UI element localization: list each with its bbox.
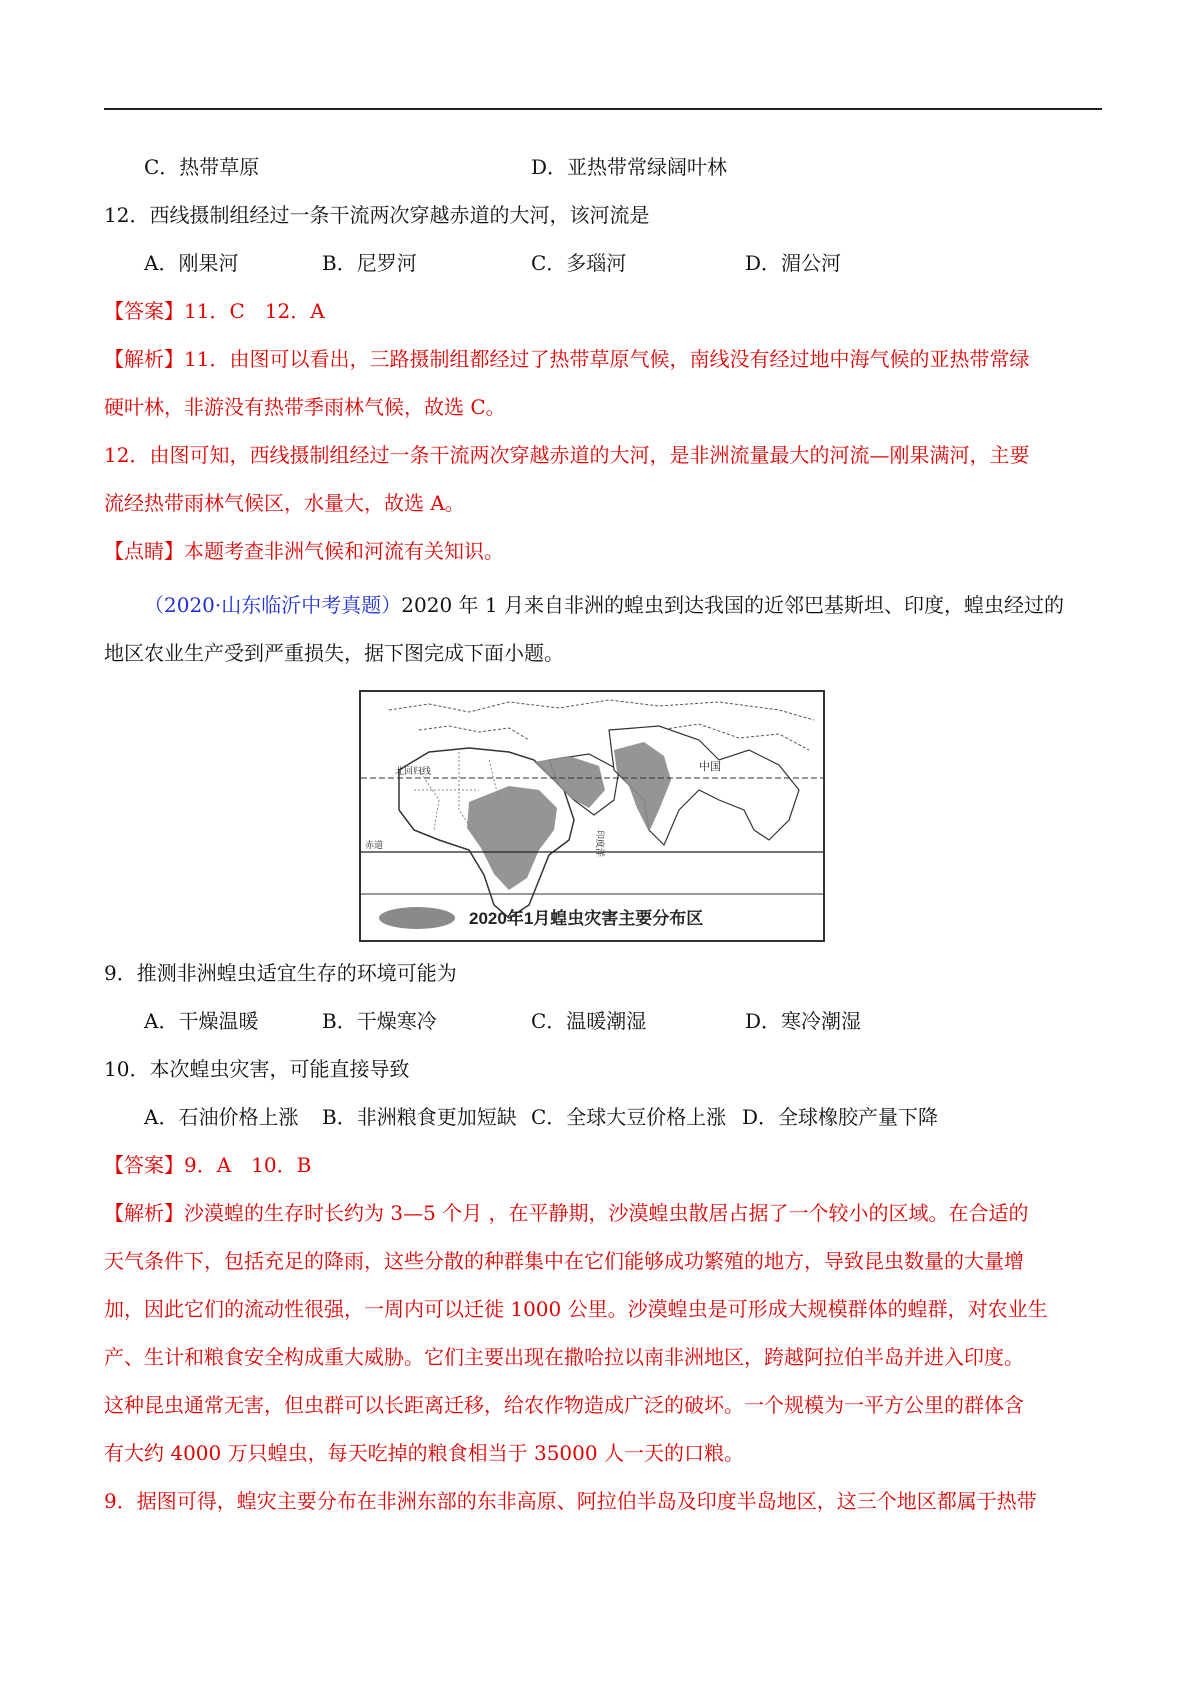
answer-block-1 <box>104 296 325 326</box>
q11-option-c: C．热带草原 <box>144 155 260 179</box>
source-tag: （2020·山东临沂中考真题） <box>144 593 402 617</box>
analysis-2-text-1: 沙漠蝗的生存时长约为 3—5 个月 ，在平静期，沙漠蝗虫散居占据了一个较小的区域。在合适的 <box>184 1201 1029 1225</box>
locust-map <box>359 690 825 942</box>
tip-tag: 【点睛】 <box>104 539 184 563</box>
answer-tag: 【答案】 <box>104 1153 184 1177</box>
analysis-1-line-4: 流经热带雨林气候区，水量大，故选 A。 <box>104 491 465 515</box>
q11-option-d: D．亚热带常绿阔叶林 <box>531 155 728 179</box>
label-equator: 赤道 <box>365 840 384 850</box>
q9-option-c: C．温暖潮湿 <box>531 1009 647 1033</box>
analysis-2-line-7: 9．据图可得，蝗灾主要分布在非洲东部的东非高原、阿拉伯半岛及印度半岛地区，这三个地区都属于热带 <box>104 1489 1037 1513</box>
q9-option-a: A．干燥温暖 <box>144 1009 259 1033</box>
answer-tag: 【答案】 <box>104 299 184 323</box>
intro-line-1 <box>144 590 1064 620</box>
intro-line-2: 地区农业生产受到严重损失，据下图完成下面小题。 <box>104 641 564 665</box>
analysis-2-line-3: 加，因此它们的流动性很强，一周内可以迁徙 1000 公里。沙漠蝗虫是可形成大规模群体的蝗群，对农业生 <box>104 1297 1048 1321</box>
analysis-1-line-3: 12．由图可知，西线摄制组经过一条干流两次穿越赤道的大河，是非洲流量最大的河流—刚果满河，主要 <box>104 443 1030 467</box>
q10-option-b: B．非洲粮食更加短缺 <box>322 1105 517 1129</box>
map-legend-text: 2020年1月蝗虫灾害主要分布区 <box>469 909 704 928</box>
q12-stem: 12．西线摄制组经过一条干流两次穿越赤道的大河，该河流是 <box>104 203 650 227</box>
tip-text: 本题考查非洲气候和河流有关知识。 <box>184 539 504 563</box>
analysis-1-text-1: 11．由图可以看出，三路摄制组都经过了热带草原气候，南线没有经过地中海气候的亚热带常绿 <box>184 347 1030 371</box>
label-china: 中国 <box>699 761 721 773</box>
analysis-1-line-1 <box>104 344 1029 374</box>
analysis-2-line-6: 有大约 4000 万只蝗虫，每天吃掉的粮食相当于 35000 人一天的口粮。 <box>104 1441 744 1465</box>
q12-option-b: B．尼罗河 <box>322 251 417 275</box>
q9-stem: 9．推测非洲蝗虫适宜生存的环境可能为 <box>104 961 457 985</box>
analysis-tag: 【解析】 <box>104 1201 184 1225</box>
answer-text: 9．A 10．B <box>184 1153 312 1177</box>
header-rule <box>104 108 1102 110</box>
tip-block <box>104 536 504 566</box>
intro-text-1: 2020 年 1 月来自非洲的蝗虫到达我国的近邻巴基斯坦、印度，蝗虫经过的 <box>401 593 1064 617</box>
label-ocean: 印度洋 <box>595 830 605 858</box>
answer-text: 11．C 12．A <box>184 299 325 323</box>
q12-option-c: C．多瑙河 <box>531 251 627 275</box>
q10-option-a: A．石油价格上涨 <box>144 1105 299 1129</box>
analysis-2-line-2: 天气条件下，包括充足的降雨，这些分散的种群集中在它们能够成功繁殖的地方，导致昆虫数量的大量增 <box>104 1249 1024 1273</box>
analysis-tag: 【解析】 <box>104 347 184 371</box>
q9-option-b: B．干燥寒冷 <box>322 1009 437 1033</box>
label-tropic: 北回归线 <box>395 766 432 776</box>
legend-swatch <box>379 907 455 929</box>
analysis-2-line-4: 产、生计和粮食安全构成重大威胁。它们主要出现在撒哈拉以南非洲地区，跨越阿拉伯半岛并进入印度。 <box>104 1345 1024 1369</box>
q9-option-d: D．寒冷潮湿 <box>745 1009 862 1033</box>
analysis-2-line-5: 这种昆虫通常无害，但虫群可以长距离迁移，给农作物造成广泛的破坏。一个规模为一平方公里的群体含 <box>104 1393 1024 1417</box>
analysis-2-line-1 <box>104 1198 1029 1228</box>
q10-option-d: D．全球橡胶产量下降 <box>742 1105 939 1129</box>
q10-option-c: C．全球大豆价格上涨 <box>531 1105 727 1129</box>
analysis-1-line-2: 硬叶林，非游没有热带季雨林气候，故选 C。 <box>104 395 506 419</box>
q10-stem: 10．本次蝗虫灾害，可能直接导致 <box>104 1057 410 1081</box>
q12-option-a: A．刚果河 <box>144 251 239 275</box>
q12-option-d: D．湄公河 <box>745 251 842 275</box>
map-graphic <box>359 690 825 942</box>
answer-block-2 <box>104 1150 311 1180</box>
